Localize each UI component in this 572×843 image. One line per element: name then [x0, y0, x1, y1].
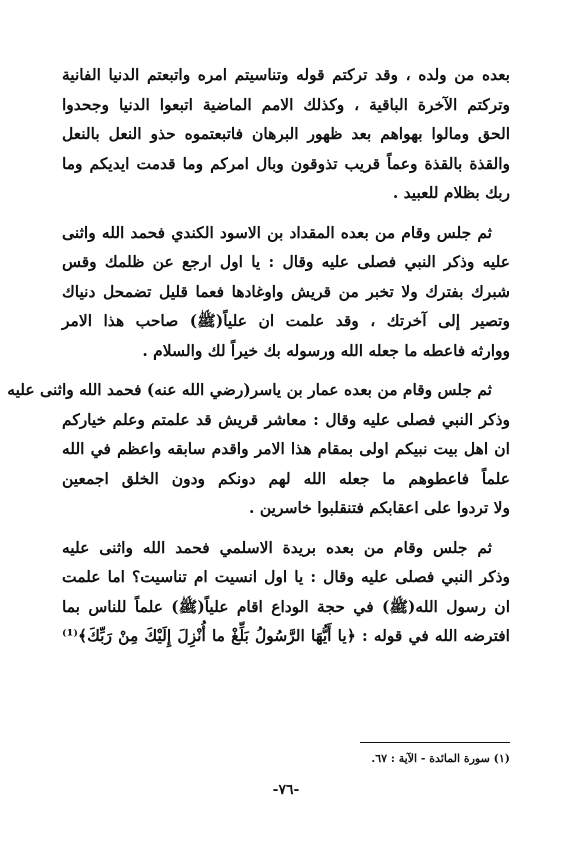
text-line: الحق ومالوا بهواهم بعد ظهور البرهان فاتبعتموه حذو النعل بالنعل	[62, 124, 510, 143]
text-line: عليه وذكر النبي فصلى عليه وقال : يا اول ارجع عن ظلمك وقس	[62, 252, 510, 271]
text-line: وذكر النبي فصلى عليه وقال : معاشر قريش قد علمتم وعلم خياركم	[62, 409, 510, 429]
paragraph-3	[7, 375, 510, 523]
page-number: -٧٦-	[272, 782, 300, 798]
text-line: ثم جلس وقام من بعده عمار بن ياسر(رضي الله عنه) فحمد الله واثنى عليه	[7, 380, 492, 399]
text-line: ثم جلس وقام من بعده المقداد بن الاسود الكندي فحمد الله واثنى	[62, 222, 492, 242]
text-line: ولا تردوا على اعقابكم فتنقلبوا خاسرين .	[249, 498, 510, 517]
text-line: ان اهل بيت نبيكم اولى بمقام هذا الامر واقدم سابقه واعظم في الله	[62, 439, 510, 458]
text-line: وتركتم الآخرة الباقية ، وكذلك الامم الماضية اتبعوا الدنيا وجحدوا	[62, 94, 510, 114]
text-line: علماً فاعطوهم ما جعله الله لهم دونكم ودون الخلق اجمعين	[62, 468, 510, 488]
text-line: شبرك بفترك ولا تخبر من قريش واوغادها فعما قليل تضمحل دنياك	[62, 281, 510, 301]
text-line: بعده من ولده ، وقد تركتم قوله وتناسيتم امره واتبعتم الدنيا الفانية	[62, 65, 510, 84]
text-line: ووارثه فاعطه ما جعله الله ورسوله بك خيراً لك والسلام .	[142, 340, 510, 360]
paragraph-2	[62, 218, 510, 366]
paragraph-4	[62, 533, 510, 651]
footnote: (١) سورة المائدة - الآية : ٦٧.	[371, 752, 510, 765]
body-text	[7, 60, 510, 651]
text-line: وذكر النبي فصلى عليه وقال : يا اول انسيت ام تناسيت؟ اما علمت	[62, 567, 510, 586]
text-line: ربك بظلام للعبيد .	[392, 183, 510, 202]
text-line: وتصير إلى آخرتك ، وقد علمت ان علياً(ﷺ) صاحب هذا الامر	[62, 311, 510, 330]
quran-verse-line: افترضه الله في قوله : ﴿يا أَيُّهَا الرَّسُولُ بَلِّغْ ما أُنْزِلَ إِلَيْكَ مِنْ رَبِّكَ﴾⁽¹⁾	[62, 626, 510, 645]
paragraph-1	[62, 60, 510, 208]
text-line: ثم جلس وقام من بعده بريدة الاسلمي فحمد الله واثنى عليه	[62, 537, 492, 557]
text-line: ان رسول الله(ﷺ) في حجة الوداع اقام علياً(ﷺ) علماً للناس بما	[62, 596, 510, 616]
text-line: والقذة بالقذة وعماً قريب تذوقون وبال امركم وما قدمت ايديكم وما	[62, 153, 510, 173]
footnote-divider	[360, 742, 510, 743]
